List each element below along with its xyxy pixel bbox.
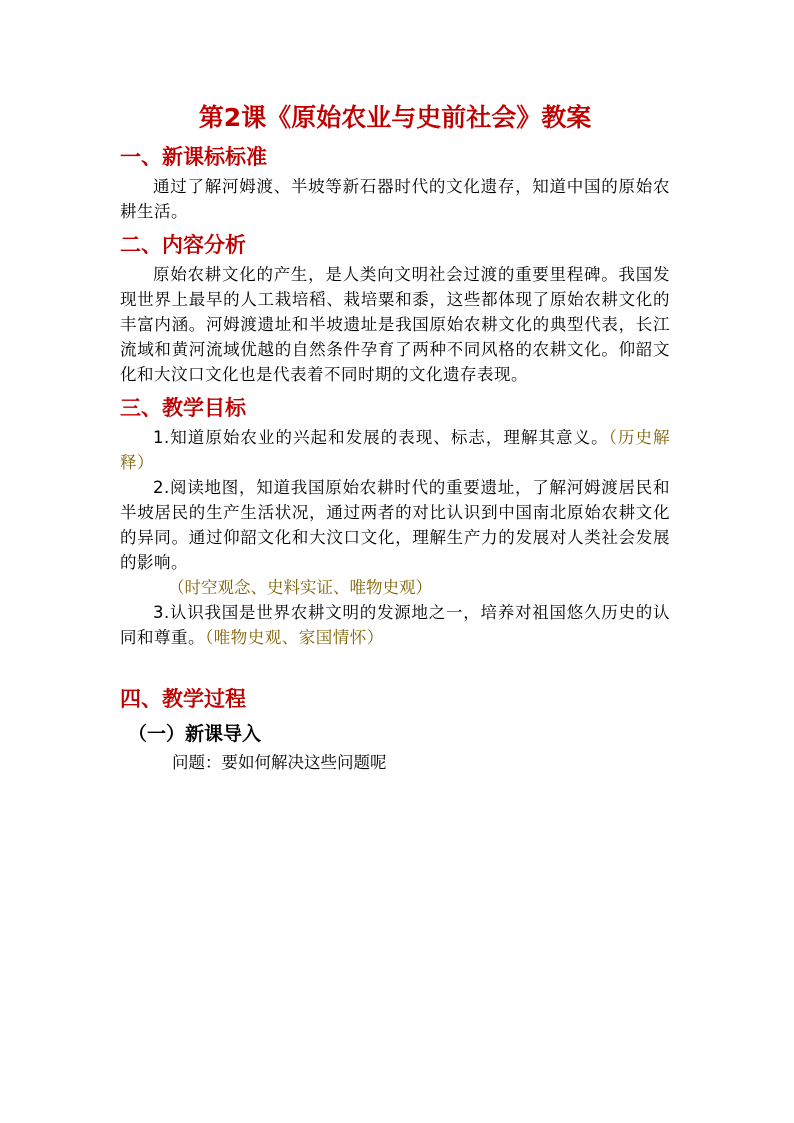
section-heading-process: 四、教学过程: [120, 687, 246, 711]
section-heading-analysis: 二、内容分析: [120, 233, 246, 257]
document-title: 第2课《原始农业与史前社会》教案: [198, 103, 592, 132]
goal-item-2-text: 2.阅读地图，知道我国原始农耕时代的重要遗址，了解河姆渡居民和半坡居民的生产生活状况，通过两者的对比认识到中国南北原始农耕文化的异同。通过仰韶文化和大汶口文化，理解生产力的发展对人类社会发展的影响。: [120, 478, 670, 572]
analysis-text: 原始农耕文化的产生，是人类向文明社会过渡的重要里程碑。我国发现世界上最早的人工栽培稻、栽培粟和黍，这些都体现了原始农耕文化的丰富内涵。河姆渡遗址和半坡遗址是我国原始农耕文化的典型代表，长江流域和黄河流域优越的自然条件孕育了两种不同风格的农耕文化。仰韶文化和大汶口文化也是代表着不同时期的文化遗存表现。: [120, 265, 670, 384]
goal-item-1: [120, 425, 670, 475]
goal-item-3-text: 3.认识我国是世界农耕文明的发源地之一，培养对祖国悠久历史的认同和尊重。: [120, 603, 670, 647]
goal-item-1-text: 1.知道原始农业的兴起和发展的表现、标志，理解其意义。: [153, 428, 609, 447]
section-spacer: [120, 650, 670, 678]
standard-text: 通过了解河姆渡、半坡等新石器时代的文化遗存，知道中国的原始农耕生活。: [120, 177, 670, 221]
goal-item-3-tag: （唯物史观、家国情怀）: [205, 628, 384, 647]
section-heading-standard: 一、新课标标准: [120, 145, 267, 169]
subsection-heading-intro: （一）新课导入: [128, 723, 262, 745]
goal-item-1-tag: （历史解释）: [120, 428, 670, 472]
goal-item-2-tag: （时空观念、史料实证、唯物史观）: [168, 578, 432, 597]
intro-question: 问题：要如何解决这些问题呢: [172, 753, 387, 772]
section-heading-goals: 三、教学目标: [120, 396, 246, 420]
document-page: [120, 100, 670, 776]
goal-item-2: [120, 475, 670, 575]
goal-item-3: [120, 600, 670, 650]
